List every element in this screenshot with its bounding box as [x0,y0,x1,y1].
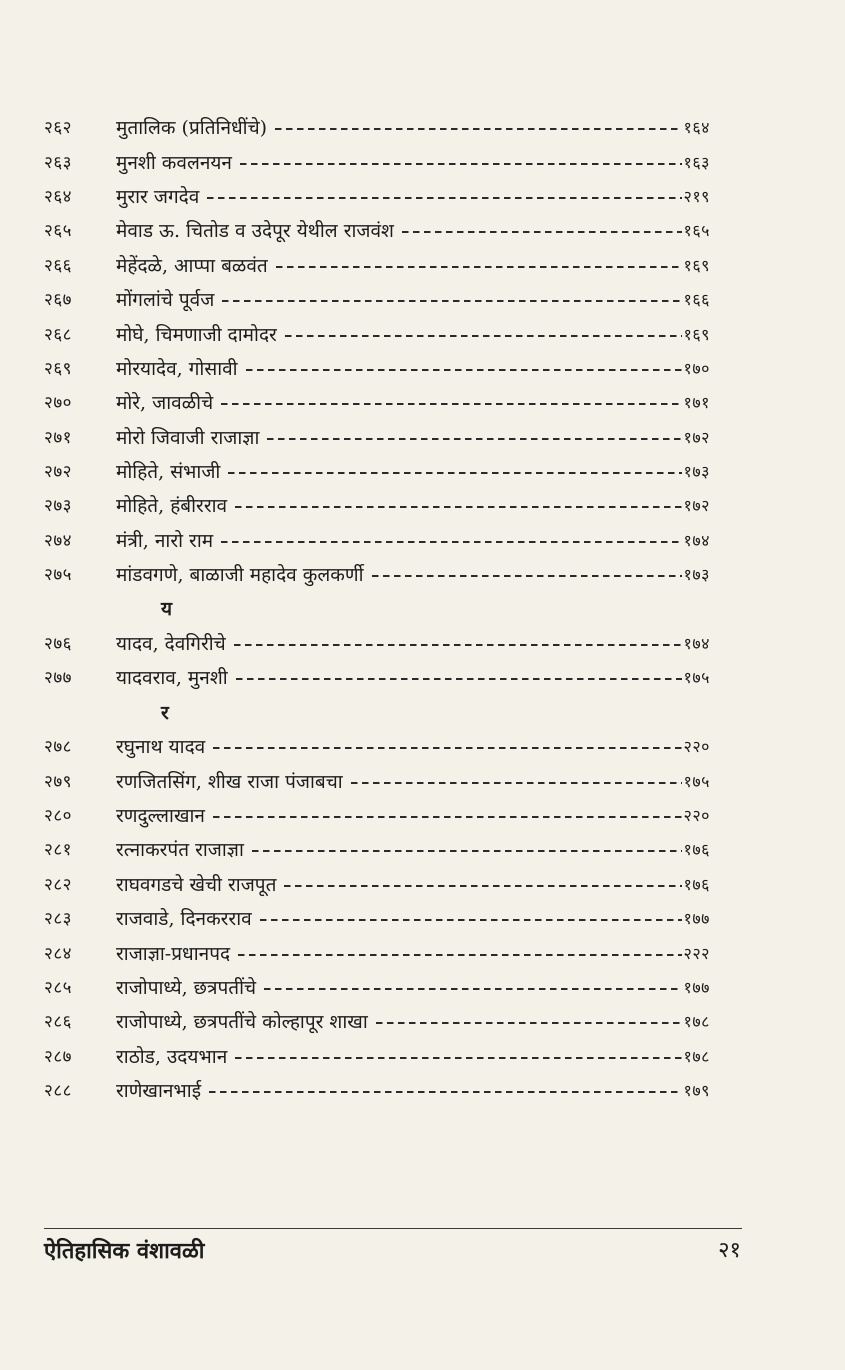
entry-title: राजाज्ञा-प्रधानपद [116,942,231,965]
entry-number: २६४ [44,186,73,207]
toc-entry [44,180,710,214]
entry-number: २७२ [44,462,73,483]
entry-title: मेहेंदळे, आप्पा बळवंत [116,254,268,277]
toc-entry [44,214,710,248]
entry-number: २७६ [44,634,73,655]
entry-title: मोरे, जावळीचे [116,392,214,415]
section-heading-ra: र [161,701,169,724]
toc-entry [44,145,710,179]
toc-entry [44,627,710,661]
entry-page-number: १६९ [683,324,710,344]
dot-leader [372,575,682,577]
dot-leader [236,678,682,680]
toc-entry [44,455,710,489]
entry-number: २८४ [44,943,73,964]
entries-group-ma [44,111,710,592]
footer-page-number: २१ [718,1238,741,1263]
toc-entry [44,283,710,317]
entry-page-number: २२० [683,806,710,825]
dot-leader [213,816,682,818]
entry-title: राजोपाध्ये, छत्रपतींचे कोल्हापूर शाखा [116,1011,368,1034]
entry-title: मंत्री, नारो राम [116,529,214,552]
entry-page-number: २२२ [683,943,710,963]
entry-title: राजोपाध्ये, छत्रपतींचे [116,976,257,999]
toc-entry [44,868,710,902]
toc-entry [44,1005,710,1039]
toc-entry [44,799,710,833]
entry-number: २८६ [44,1012,73,1033]
entry-title: मोहिते, हंबीरराव [116,495,228,518]
entry-title: यादव, देवगिरीचे [116,633,226,656]
entry-title: मोरयादेव, गोसावी [116,357,238,380]
entry-number: २७५ [44,565,73,586]
toc-entry [44,902,710,936]
entry-title: मेवाड ऊ. चितोड व उदेपूर येथील राजवंश [116,220,394,243]
entry-number: २६७ [44,290,73,311]
entry-title: मोहिते, संभाजी [116,461,221,484]
entry-page-number: १७७ [683,977,710,997]
entry-title: मुरार जगदेव [116,185,200,208]
entry-page-number: १६६ [683,290,710,310]
entry-page-number: १७९ [683,1081,710,1101]
table-of-contents [44,111,710,1108]
toc-entry [44,249,710,283]
dot-leader [238,954,681,956]
entry-page-number: १७० [683,358,710,378]
dot-leader [276,266,682,268]
dot-leader [284,885,681,887]
entry-number: २७४ [44,530,73,551]
entry-title: रत्नाकरपंत राजाज्ञा [116,839,244,862]
dot-leader [246,369,682,371]
dot-leader [252,850,682,852]
toc-entry [44,111,710,145]
entry-title: मांडवगणे, बाळाजी महादेव कुलकर्णी [116,564,364,587]
entry-page-number: १७४ [683,530,710,550]
toc-entry [44,558,710,592]
entry-page-number: १७३ [683,565,710,585]
entry-page-number: १७८ [683,1046,710,1066]
entry-number: २७३ [44,496,73,517]
entry-page-number: २१९ [683,186,710,206]
entry-page-number: १६९ [683,255,710,275]
entry-page-number: १७१ [683,393,710,413]
entry-number: २६२ [44,118,73,139]
dot-leader [402,231,682,233]
entries-group-ra [44,730,710,1108]
toc-entry [44,386,710,420]
entry-number: २६९ [44,358,73,379]
entry-page-number: २२० [683,737,710,757]
toc-entry [44,971,710,1005]
toc-entry [44,317,710,351]
entry-page-number: १७६ [683,874,710,894]
entry-title: यादवराव, मुनशी [116,667,228,690]
entry-number: २६६ [44,255,73,276]
entry-page-number: १७२ [683,496,710,516]
entry-page-number: १७८ [683,1012,710,1032]
entry-page-number: १६४ [683,118,710,138]
toc-entry [44,489,710,523]
dot-leader [235,506,681,508]
toc-entry [44,352,710,386]
dot-leader [275,128,681,130]
toc-entry [44,833,710,867]
dot-leader [221,403,681,405]
entry-number: २८८ [44,1081,73,1102]
entry-number: २६८ [44,324,73,345]
section-heading-ya: य [161,598,173,621]
dot-leader [209,1091,681,1093]
dot-leader [207,197,681,199]
entry-number: २८३ [44,909,73,930]
entry-page-number: १७७ [683,909,710,929]
entry-page-number: १७६ [683,840,710,860]
entry-title: रणदुल्लाखान [116,805,205,827]
entry-number: २७० [44,393,73,414]
toc-entry [44,421,710,455]
entry-page-number: १७४ [683,634,710,654]
dot-leader [221,541,681,543]
entry-number: २८७ [44,1046,73,1067]
entry-number: २८२ [44,874,73,895]
entry-title: राघवगडचे खेची राजपूत [116,873,277,896]
entry-title: रणजितसिंग, शीख राजा पंजाबचा [116,770,343,793]
entry-title: मुनशी कवलनयन [116,151,232,174]
entry-number: २८१ [44,840,73,861]
entry-number: २७१ [44,427,73,448]
entry-page-number: १७५ [683,771,710,791]
entry-number: २८० [44,806,73,826]
entry-title: राजवाडे, दिनकरराव [116,908,252,931]
dot-leader [222,300,681,302]
entry-title: राणेखानभाई [116,1080,202,1103]
dot-leader [376,1022,682,1024]
entry-title: मोघे, चिमणाजी दामोदर [116,323,277,346]
entry-number: २६३ [44,152,73,173]
entry-title: मोंगलांचे पूर्वज [116,289,215,312]
entry-page-number: १७५ [683,668,710,688]
entry-page-number: १७३ [683,462,710,482]
dot-leader [228,472,681,474]
entry-title: रघुनाथ यादव [116,736,206,759]
footer-book-title: ऐतिहासिक वंशावळी [44,1238,205,1264]
entry-number: २७७ [44,668,73,689]
toc-entry [44,1074,710,1108]
entry-title: राठोड, उदयभान [116,1045,228,1068]
toc-entry [44,661,710,695]
dot-leader [213,747,681,749]
toc-entry [44,524,710,558]
dot-leader [264,988,681,990]
dot-leader [240,163,682,165]
toc-entry [44,936,710,970]
entry-title: मुतालिक (प्रतिनिधींचे) [116,117,268,140]
dot-leader [235,1057,681,1059]
entry-number: २७९ [44,771,73,792]
entry-number: २७८ [44,737,73,758]
footer-rule [44,1228,742,1229]
toc-entry [44,1040,710,1074]
toc-entry [44,764,710,798]
dot-leader [285,335,682,337]
entry-page-number: १७२ [683,427,710,447]
dot-leader [234,644,682,646]
dot-leader [267,438,681,440]
dot-leader [260,919,682,921]
entry-number: २८५ [44,977,73,998]
dot-leader [351,782,682,784]
entries-group-ya [44,627,710,696]
entry-page-number: १६३ [683,152,710,172]
toc-entry [44,730,710,764]
entry-page-number: १६५ [683,221,710,241]
entry-number: २६५ [44,221,73,242]
entry-title: मोरो जिवाजी राजाज्ञा [116,426,260,449]
